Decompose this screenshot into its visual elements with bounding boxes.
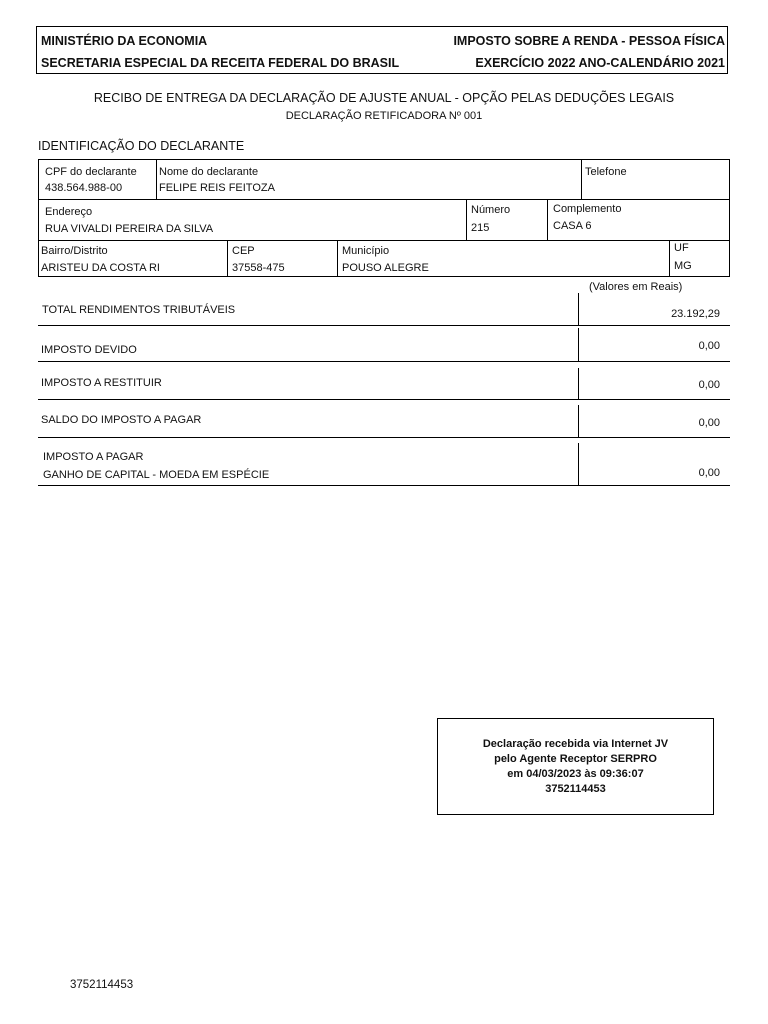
capital-gain-value: 0,00 — [698, 467, 720, 479]
district-value: ARISTEU DA COSTA RI — [41, 262, 160, 274]
cpf-label: CPF do declarante — [45, 166, 137, 178]
name-label: Nome do declarante — [159, 166, 259, 178]
cep-label: CEP — [232, 245, 255, 257]
receipt-line-2: pelo Agente Receptor SERPRO — [494, 752, 657, 765]
identification-section-title: IDENTIFICAÇÃO DO DECLARANTE — [38, 139, 245, 153]
receipt-line-4: 3752114453 — [545, 782, 606, 795]
header-row-1 — [37, 29, 727, 52]
uf-label: UF — [674, 242, 689, 254]
footer-number: 3752114453 — [70, 979, 134, 991]
capital-gain-label: GANHO DE CAPITAL - MOEDA EM ESPÉCIE — [43, 469, 270, 481]
identification-table — [38, 159, 730, 277]
address-value: RUA VIVALDI PEREIRA DA SILVA — [45, 223, 214, 235]
name-value: FELIPE REIS FEITOZA — [159, 182, 275, 194]
cpf-value: 438.564.988-00 — [45, 182, 123, 194]
fiscal-year: EXERCÍCIO 2022 ANO-CALENDÁRIO 2021 — [475, 55, 725, 70]
document-subtitle: DECLARAÇÃO RETIFICADORA Nº 001 — [285, 110, 483, 122]
phone-label: Telefone — [585, 166, 627, 178]
secretariat-label: SECRETARIA ESPECIAL DA RECEITA FEDERAL DO BRASIL — [41, 55, 400, 70]
address-label: Endereço — [45, 206, 93, 218]
cep-value: 37558-475 — [232, 262, 285, 274]
values-note: (Valores em Reais) — [589, 281, 683, 293]
city-label: Município — [342, 245, 390, 257]
district-label: Bairro/Distrito — [41, 245, 108, 257]
receipt-line-3: em 04/03/2023 às 09:36:07 — [507, 767, 644, 780]
tax-title: IMPOSTO SOBRE A RENDA - PESSOA FÍSICA — [453, 33, 725, 48]
receipt-confirmation-box — [437, 718, 714, 815]
header-row-2 — [37, 51, 727, 74]
tax-due-label: IMPOSTO DEVIDO — [41, 344, 137, 356]
uf-value: MG — [674, 260, 692, 272]
ministry-label: MINISTÉRIO DA ECONOMIA — [41, 33, 208, 48]
tax-refund-label: IMPOSTO A RESTITUIR — [41, 377, 162, 389]
tax-to-pay-label: IMPOSTO A PAGAR — [43, 451, 144, 463]
receipt-line-1: Declaração recebida via Internet JV — [482, 737, 669, 750]
total-income-label: TOTAL RENDIMENTOS TRIBUTÁVEIS — [42, 304, 236, 316]
complement-value: CASA 6 — [553, 220, 592, 232]
complement-label: Complemento — [553, 203, 622, 215]
total-income-value: 23.192,29 — [671, 308, 720, 320]
balance-to-pay-label: SALDO DO IMPOSTO A PAGAR — [41, 414, 202, 426]
number-label: Número — [471, 204, 511, 216]
document-title: RECIBO DE ENTREGA DA DECLARAÇÃO DE AJUSTE ANUAL - OPÇÃO PELAS DEDUÇÕES LEGAIS — [93, 91, 675, 105]
number-value: 215 — [471, 222, 490, 234]
document-header — [36, 26, 728, 74]
tax-due-value: 0,00 — [698, 340, 720, 352]
tax-refund-value: 0,00 — [698, 379, 720, 391]
balance-to-pay-value: 0,00 — [698, 417, 720, 429]
city-value: POUSO ALEGRE — [342, 262, 429, 274]
